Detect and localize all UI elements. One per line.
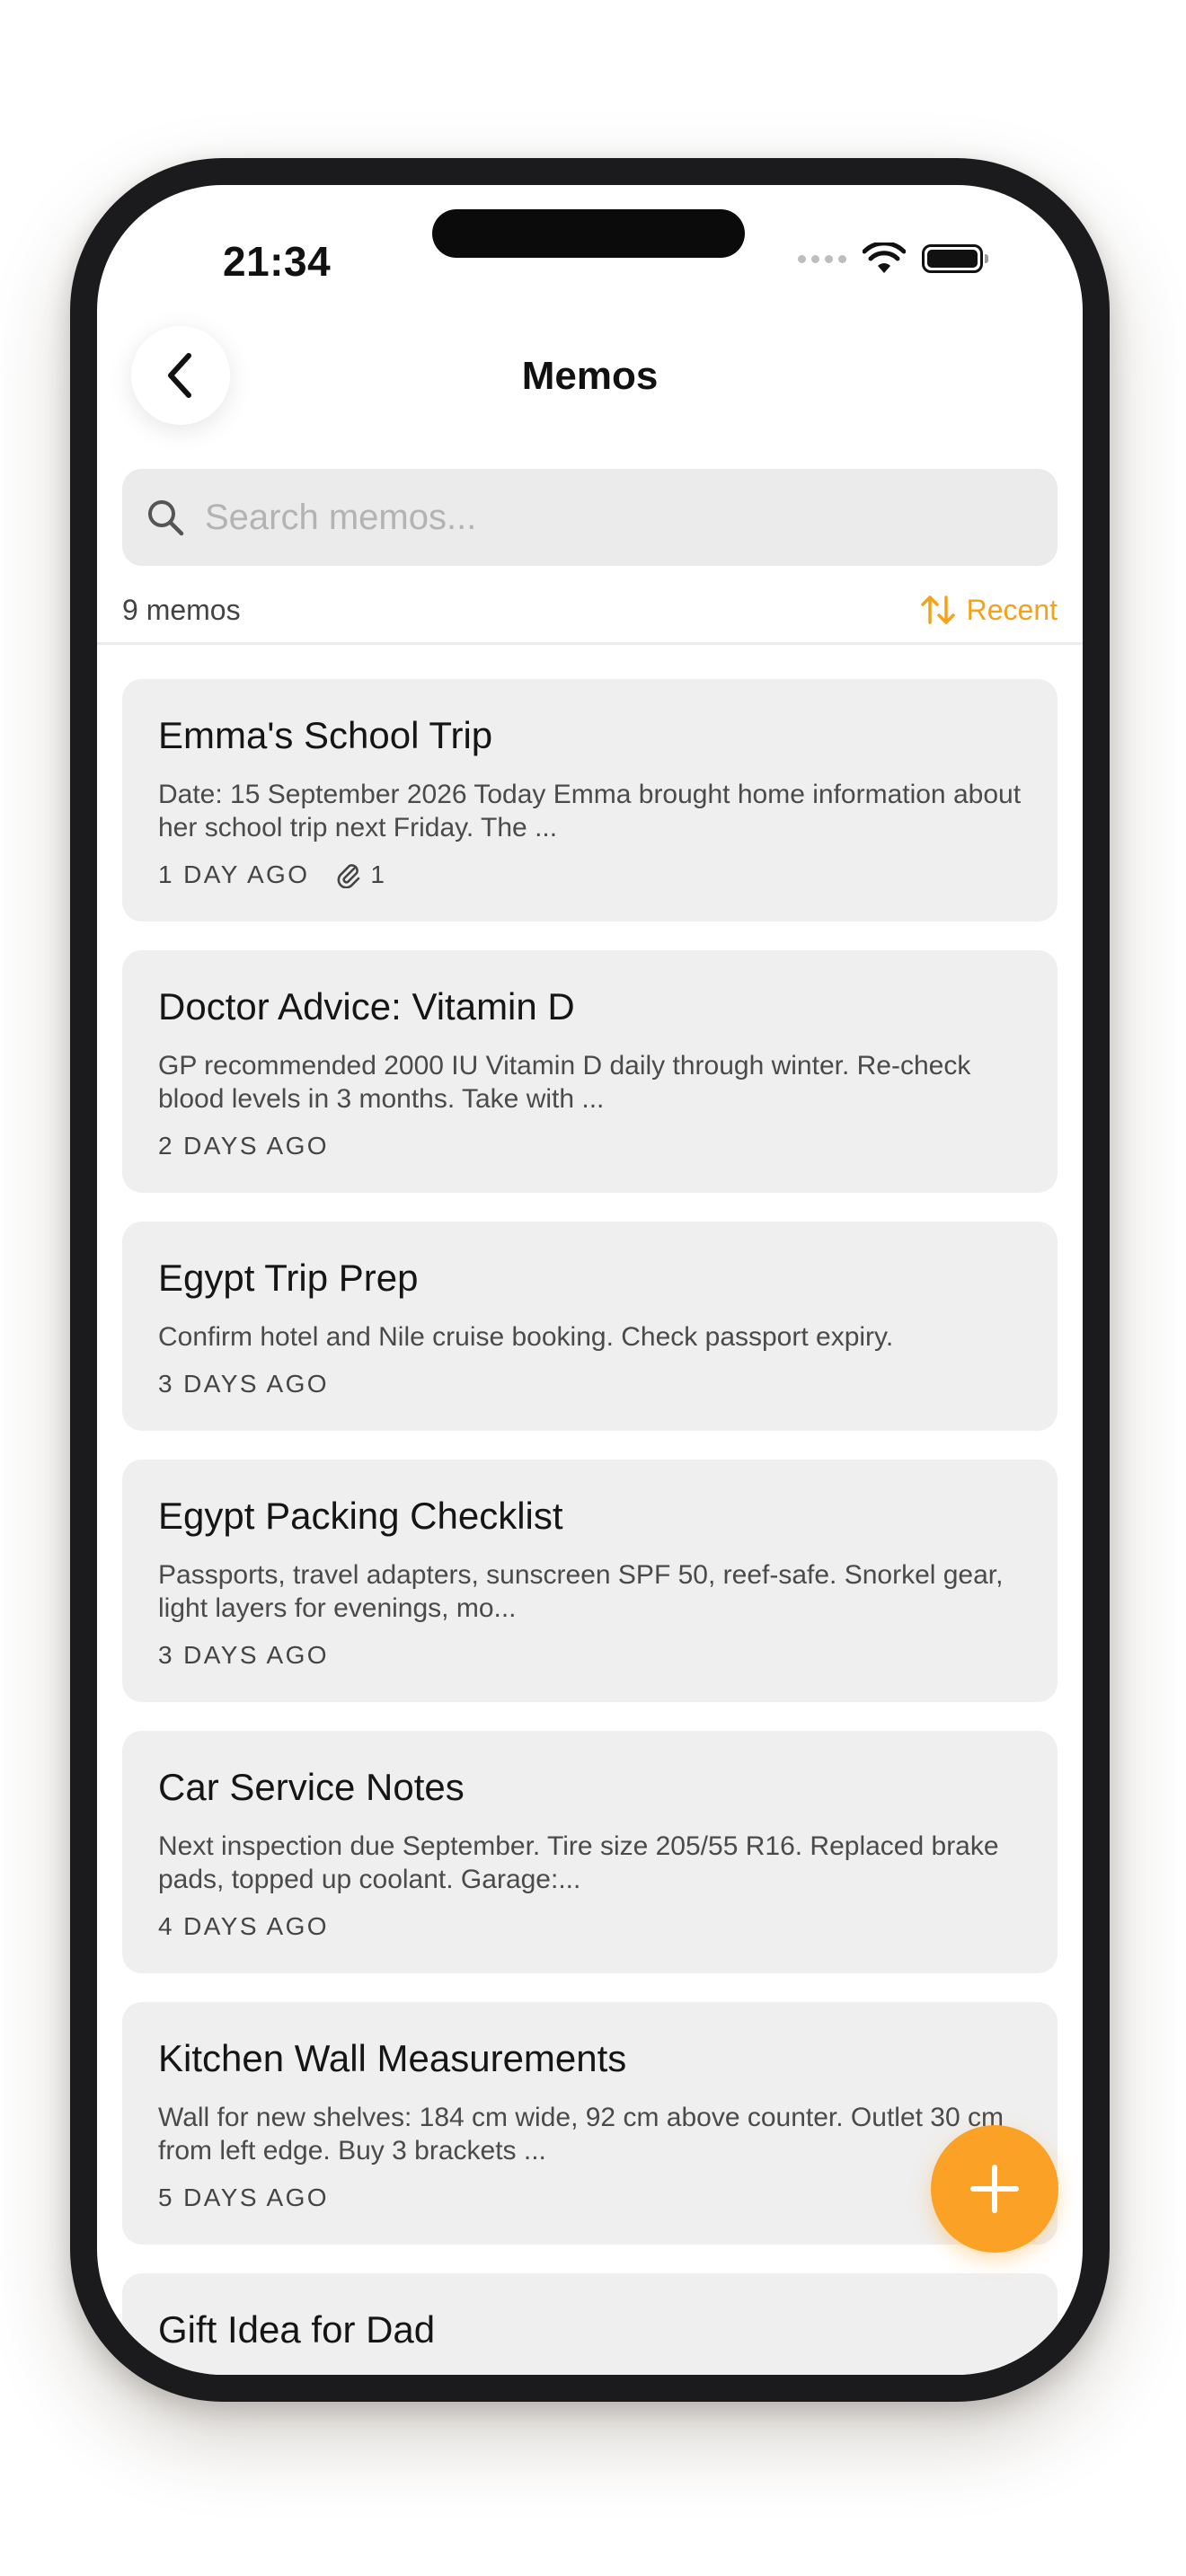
memo-preview: Passports, travel adapters, sunscreen SPF 50, reef-safe. Snorkel gear, light layers for evenings, mo... — [158, 1560, 1004, 1623]
attachment-count — [336, 860, 385, 889]
memo-card[interactable] — [122, 2002, 1058, 2245]
status-time: 21:34 — [223, 238, 332, 285]
paperclip-icon — [336, 861, 361, 888]
memo-title: Gift Idea for Dad — [158, 2308, 436, 2351]
memo-card[interactable] — [122, 1222, 1058, 1431]
memo-card[interactable] — [122, 2273, 1058, 2375]
phone-frame — [70, 158, 1110, 2402]
memo-age: 3 DAYS AGO — [158, 1370, 329, 1398]
wifi-icon — [863, 243, 906, 275]
memo-title: Egypt Packing Checklist — [158, 1495, 563, 1537]
memo-preview: Date: 15 September 2026 Today Emma brought home information about her school trip next Friday. The ... — [158, 780, 1022, 842]
plus-icon — [968, 2162, 1022, 2216]
memo-title: Emma's School Trip — [158, 714, 493, 756]
memo-footer — [158, 1132, 1022, 1160]
attachment-count-value: 1 — [370, 860, 385, 888]
divider — [97, 642, 1083, 645]
memo-card[interactable] — [122, 1460, 1058, 1702]
memo-count: 9 memos — [122, 593, 241, 626]
memo-age: 1 DAY AGO — [158, 860, 310, 888]
memo-title: Egypt Trip Prep — [158, 1257, 419, 1299]
memo-footer — [158, 860, 1022, 889]
memo-preview: Next inspection due September. Tire size 205/55 R16. Replaced brake pads, topped up coolant. Garage:... — [158, 1831, 999, 1894]
sort-label: Recent — [966, 593, 1058, 626]
memo-age: 2 DAYS AGO — [158, 1132, 329, 1160]
cellular-signal-icon — [798, 255, 846, 263]
sort-button[interactable] — [920, 594, 1058, 627]
list-meta-row — [122, 587, 1058, 632]
memo-footer — [158, 1370, 1022, 1398]
memo-title: Doctor Advice: Vitamin D — [158, 985, 575, 1028]
status-indicators — [798, 241, 983, 277]
memo-card[interactable] — [122, 950, 1058, 1193]
search-icon — [146, 498, 185, 537]
memo-footer — [158, 2183, 1022, 2212]
memo-footer — [158, 1641, 1022, 1670]
search-bar[interactable] — [122, 469, 1058, 566]
memo-card[interactable] — [122, 679, 1058, 922]
add-memo-button[interactable] — [931, 2125, 1058, 2253]
battery-icon — [922, 244, 983, 273]
memo-preview: Wall for new shelves: 184 cm wide, 92 cm above counter. Outlet 30 cm from left edge. Buy 3 brackets ... — [158, 2103, 1004, 2166]
search-input[interactable] — [203, 497, 1015, 539]
memo-card[interactable] — [122, 1731, 1058, 1973]
memo-preview: GP recommended 2000 IU Vitamin D daily through winter. Re-check blood levels in 3 months. Take with ... — [158, 1051, 971, 1114]
page-title: Memos — [521, 354, 659, 398]
memo-title: Kitchen Wall Measurements — [158, 2037, 627, 2079]
memo-age: 4 DAYS AGO — [158, 1912, 329, 1940]
sort-arrows-icon — [920, 594, 956, 626]
memo-age: 5 DAYS AGO — [158, 2183, 329, 2211]
memo-age: 3 DAYS AGO — [158, 1641, 329, 1669]
memo-preview: Confirm hotel and Nile cruise booking. Check passport expiry. — [158, 1322, 894, 1352]
memo-footer — [158, 1912, 1022, 1941]
dynamic-island — [432, 209, 745, 258]
memo-list — [122, 679, 1058, 2375]
phone-screen — [97, 185, 1083, 2375]
memo-title: Car Service Notes — [158, 1766, 465, 1808]
